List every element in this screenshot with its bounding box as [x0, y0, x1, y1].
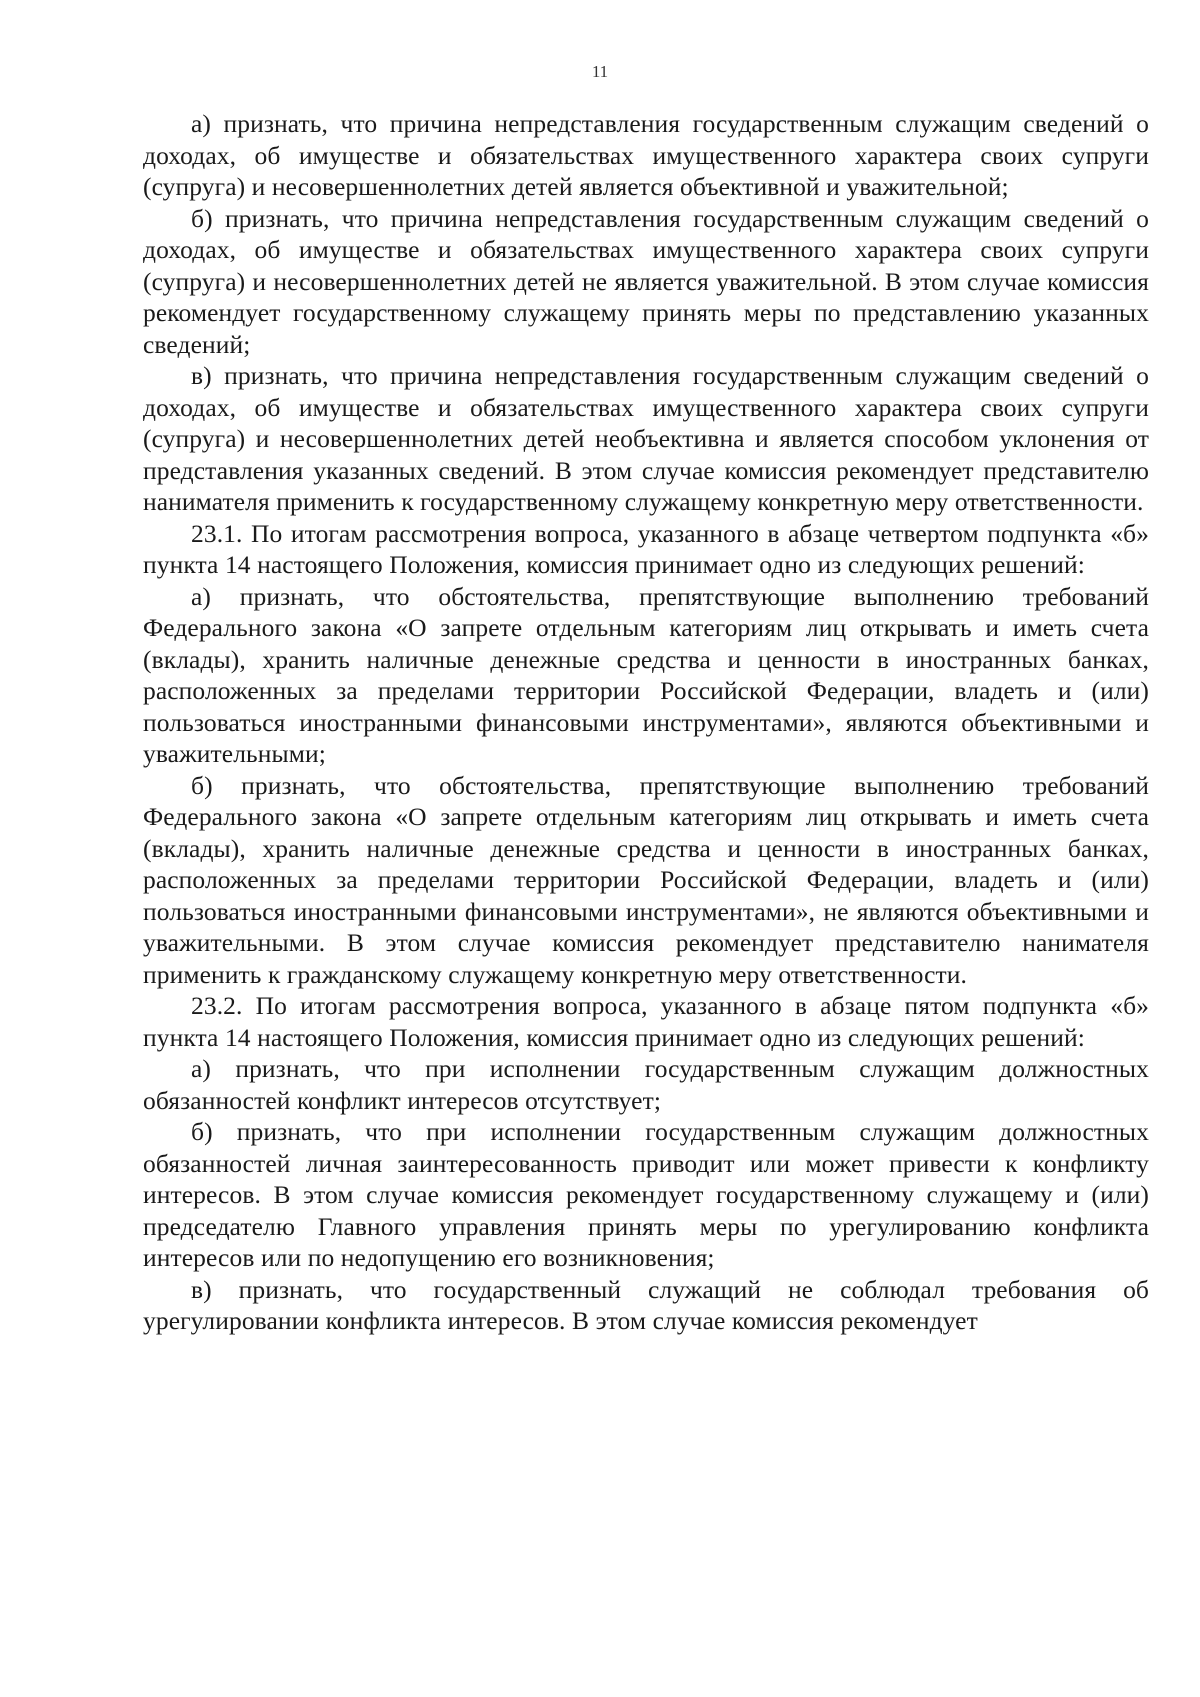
paragraph-23-2: 23.2. По итогам рассмотрения вопроса, указанного в абзаце пятом подпункта «б» пункта 14 настоящего Положения, комиссия принимает одно из следующих решений: [143, 991, 1149, 1052]
paragraph-23-2-b: б) признать, что при исполнении государственным служащим должностных обязанностей личная заинтересованность приводит или может привести к конфликту интересов. В этом случае комиссия рекомендует государственному служащему и (или) председателю Главного управления принять меры по урегулированию конфликта интересов или по недопущению его возникновения; [143, 1117, 1149, 1272]
page-number: 11 [591, 62, 609, 81]
paragraph-b-not-valid: б) признать, что причина непредставления государственным служащим сведений о доходах, об имуществе и обязательствах имущественного характера своих супруги (супруга) и несовершеннолетних детей не является уважительной. В этом случае комиссия рекомендует государственному служащему принять меры по представлению указанных сведений; [143, 203, 1149, 359]
paragraph-23-2-a: а) признать, что при исполнении государственным служащим должностных обязанностей конфликт интересов отсутствует; [143, 1054, 1149, 1115]
document-body [143, 108, 1149, 1337]
paragraph-a-objective: а) признать, что причина непредставления государственным служащим сведений о доходах, об имуществе и обязательствах имущественного характера своих супруги (супруга) и несовершеннолетних детей является объективной и уважительной; [143, 109, 1149, 201]
paragraph-23-1: 23.1. По итогам рассмотрения вопроса, указанного в абзаце четвертом подпункта «б» пункта 14 настоящего Положения, комиссия принимает одно из следующих решений: [143, 518, 1149, 579]
paragraph-23-1-a: а) признать, что обстоятельства, препятствующие выполнению требований Федерального закона «О запрете отдельным категориям лиц открывать и иметь счета (вклады), хранить наличные денежные средства и ценности в иностранных банках, расположенных за пределами территории Российской Федерации, владеть и (или) пользоваться иностранными финансовыми инструментами», являются объективными и уважительными; [143, 581, 1149, 768]
paragraph-v-evasion: в) признать, что причина непредставления государственным служащим сведений о доходах, об имуществе и обязательствах имущественного характера своих супруги (супруга) и несовершеннолетних детей необъективна и является способом уклонения от представления указанных сведений. В этом случае комиссия рекомендует представителю нанимателя применить к государственному служащему конкретную меру ответственности. [143, 361, 1149, 516]
paragraph-23-1-b: б) признать, что обстоятельства, препятствующие выполнению требований Федерального закона «О запрете отдельным категориям лиц открывать и иметь счета (вклады), хранить наличные денежные средства и ценности в иностранных банках, расположенных за пределами территории Российской Федерации, владеть и (или) пользоваться иностранными финансовыми инструментами», не являются объективными и уважительными. В этом случае комиссия рекомендует представителю нанимателя применить к гражданскому служащему конкретную меру ответственности. [143, 770, 1149, 989]
paragraph-23-2-v: в) признать, что государственный служащий не соблюдал требования об урегулировании конфликта интересов. В этом случае комиссия рекомендует [143, 1274, 1149, 1335]
